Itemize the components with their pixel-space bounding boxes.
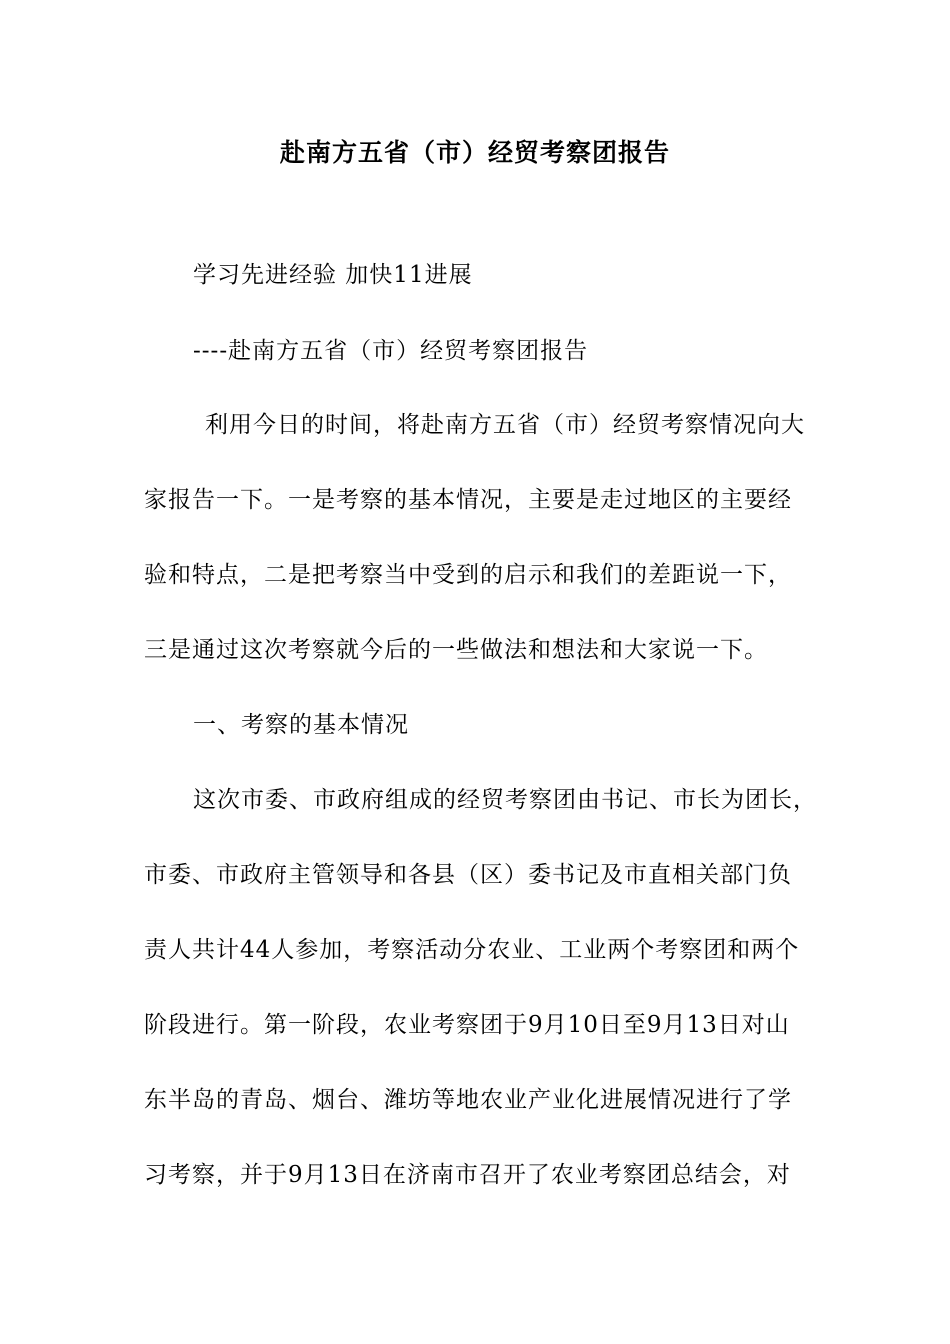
paragraph-line: 责人共计44人参加，考察活动分农业、工业两个考察团和两个 [144,937,800,963]
subtitle-report-line: ----赴南方五省（市）经贸考察团报告 [193,338,589,364]
section-heading: 一、考察的基本情况 [193,712,409,738]
document-title: 赴南方五省（市）经贸考察团报告 [279,138,670,167]
paragraph-line: 验和特点，二是把考察当中受到的启示和我们的差距说一下， [144,562,792,588]
paragraph-line: 家报告一下。一是考察的基本情况，主要是走过地区的主要经 [144,487,792,513]
paragraph-line: 东半岛的青岛、烟台、潍坊等地农业产业化进展情况进行了学 [144,1087,792,1113]
paragraph-line: 习考察，并于9月13日在济南市召开了农业考察团总结会，对 [144,1162,791,1188]
paragraph-line: 利用今日的时间，将赴南方五省（市）经贸考察情况向大 [205,412,805,438]
paragraph-line: 阶段进行。第一阶段，农业考察团于9月10日至9月13日对山 [144,1012,790,1038]
paragraph-line: 市委、市政府主管领导和各县（区）委书记及市直相关部门负 [144,862,792,888]
subtitle-line: 学习先进经验 加快11进展 [193,262,473,288]
paragraph-line: 三是通过这次考察就今后的一些做法和想法和大家说一下。 [144,637,768,663]
paragraph-line: 这次市委、市政府组成的经贸考察团由书记、市长为团长， [193,787,817,813]
